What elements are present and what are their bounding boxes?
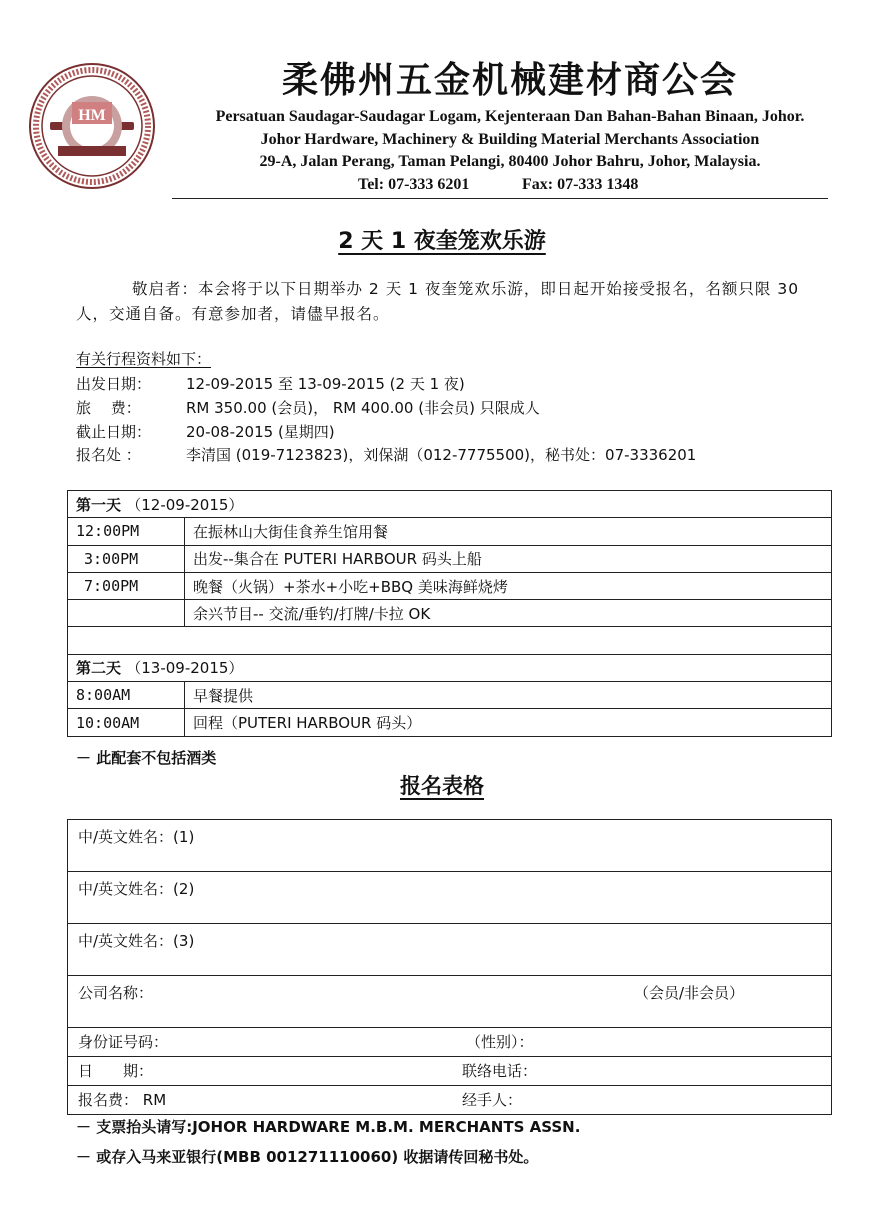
info-row-deadline — [76, 421, 335, 442]
table-row — [68, 491, 832, 518]
bank-note: － 或存入马来亚银行(MBB 001271110060) 收据请传回秘书处。 — [76, 1148, 539, 1166]
phone-label: 联络电话： — [462, 1062, 538, 1080]
ic-field[interactable] — [68, 1028, 832, 1057]
info-label: 旅 费： — [76, 399, 141, 417]
time-cell: 12:00PM — [68, 518, 185, 545]
logo-text: HM — [78, 107, 106, 124]
table-row — [68, 600, 832, 627]
info-value: 12-09-2015 至 13-09-2015 (2 天 1 夜) — [186, 375, 465, 393]
alcohol-note: － 此配套不包括酒类 — [76, 749, 217, 767]
table-row — [68, 1028, 832, 1057]
table-row — [68, 545, 832, 572]
day-header: 第一天 （12-09-2015） — [68, 491, 832, 518]
intro-paragraph: 敬启者：本会将于以下日期举办 2 天 1 夜奎笼欢乐游，即日起开始接受报名，名额只限 30 人，交通自备。有意参加者，请儘早报名。 — [76, 280, 800, 323]
event-title — [0, 224, 884, 255]
table-row — [68, 709, 832, 736]
table-row — [68, 1057, 832, 1086]
info-heading: 有关行程资料如下： — [76, 350, 212, 368]
registration-form — [67, 819, 832, 1115]
time-cell: 3:00PM — [68, 545, 185, 572]
info-label: 出发日期： — [76, 375, 152, 393]
empty-cell — [68, 627, 832, 654]
table-row — [68, 820, 832, 872]
info-label: 截止日期： — [76, 423, 152, 441]
time-cell: 10:00AM — [68, 709, 185, 736]
association-logo — [28, 62, 156, 190]
time-cell — [68, 600, 185, 627]
name-field-1[interactable]: 中/英文姓名：(1) — [68, 820, 832, 872]
member-status-label: （会员/非会员） — [634, 984, 745, 1002]
gender-label: （性别）： — [466, 1033, 534, 1051]
org-name-malay: Persatuan Saudagar-Saudagar Logam, Kejenteraan Dan Bahan-Bahan Binaan, Johor. — [215, 108, 805, 125]
info-label: 报名处 ： — [76, 446, 141, 464]
ic-label: 身份证号码： — [78, 1033, 169, 1051]
info-value: 李清国 (019-7123823)，刘保湖（012-7775500)，秘书处：07-3336201 — [186, 446, 697, 464]
handler-label: 经手人： — [462, 1091, 523, 1109]
date-label: 日 期： — [78, 1062, 154, 1080]
info-row-departure — [76, 373, 465, 394]
telephone: Tel: 07-333 6201 — [358, 176, 470, 193]
info-row-registration — [76, 444, 696, 465]
company-label: 公司名称： — [78, 984, 154, 1002]
day-header: 第二天 （13-09-2015） — [68, 654, 832, 681]
org-address: 29-A, Jalan Perang, Taman Pelangi, 80400 Johor Bahru, Johor, Malaysia. — [259, 153, 761, 170]
form-title — [0, 770, 884, 800]
name-field-3[interactable]: 中/英文姓名：(3) — [68, 924, 832, 976]
company-field[interactable] — [68, 976, 832, 1028]
activity-cell: 在振林山大街佳食养生馆用餐 — [185, 518, 832, 545]
table-row — [68, 518, 832, 545]
table-row — [68, 976, 832, 1028]
table-row — [68, 654, 832, 681]
info-row-fee — [76, 397, 540, 418]
activity-cell: 早餐提供 — [185, 682, 832, 709]
info-value: RM 350.00 (会员)， RM 400.00 (非会员) 只限成人 — [186, 399, 540, 417]
name-field-2[interactable]: 中/英文姓名：(2) — [68, 872, 832, 924]
cheque-note: － 支票抬头请写:JOHOR HARDWARE M.B.M. MERCHANTS ASSN. — [76, 1118, 581, 1136]
table-row — [68, 682, 832, 709]
time-cell: 7:00PM — [68, 572, 185, 599]
activity-cell: 晚餐（火锅）+茶水+小吃+BBQ 美味海鲜烧烤 — [185, 572, 832, 599]
date-field[interactable] — [68, 1057, 832, 1086]
activity-cell: 回程（PUTERI HARBOUR 码头） — [185, 709, 832, 736]
activity-cell: 余兴节目-- 交流/垂钓/打牌/卡拉 OK — [185, 600, 832, 627]
time-cell: 8:00AM — [68, 682, 185, 709]
info-value: 20-08-2015 (星期四) — [186, 423, 335, 441]
fee-field[interactable] — [68, 1086, 832, 1115]
fee-label: 报名费： RM — [78, 1091, 167, 1109]
itinerary-table — [67, 490, 832, 737]
activity-cell: 出发--集合在 PUTERI HARBOUR 码头上船 — [185, 545, 832, 572]
header-divider — [172, 198, 828, 199]
org-name-chinese: 柔佛州五金机械建材商公会 — [281, 59, 738, 101]
fax: Fax: 07-333 1348 — [522, 176, 639, 193]
event-title-text: 2 天 1 夜奎笼欢乐游 — [338, 229, 546, 254]
table-row — [68, 872, 832, 924]
table-row — [68, 572, 832, 599]
form-title-text: 报名表格 — [400, 774, 484, 798]
table-row — [68, 1086, 832, 1115]
table-row — [68, 627, 832, 654]
org-name-english: Johor Hardware, Machinery & Building Material Merchants Association — [260, 131, 760, 148]
table-row — [68, 924, 832, 976]
